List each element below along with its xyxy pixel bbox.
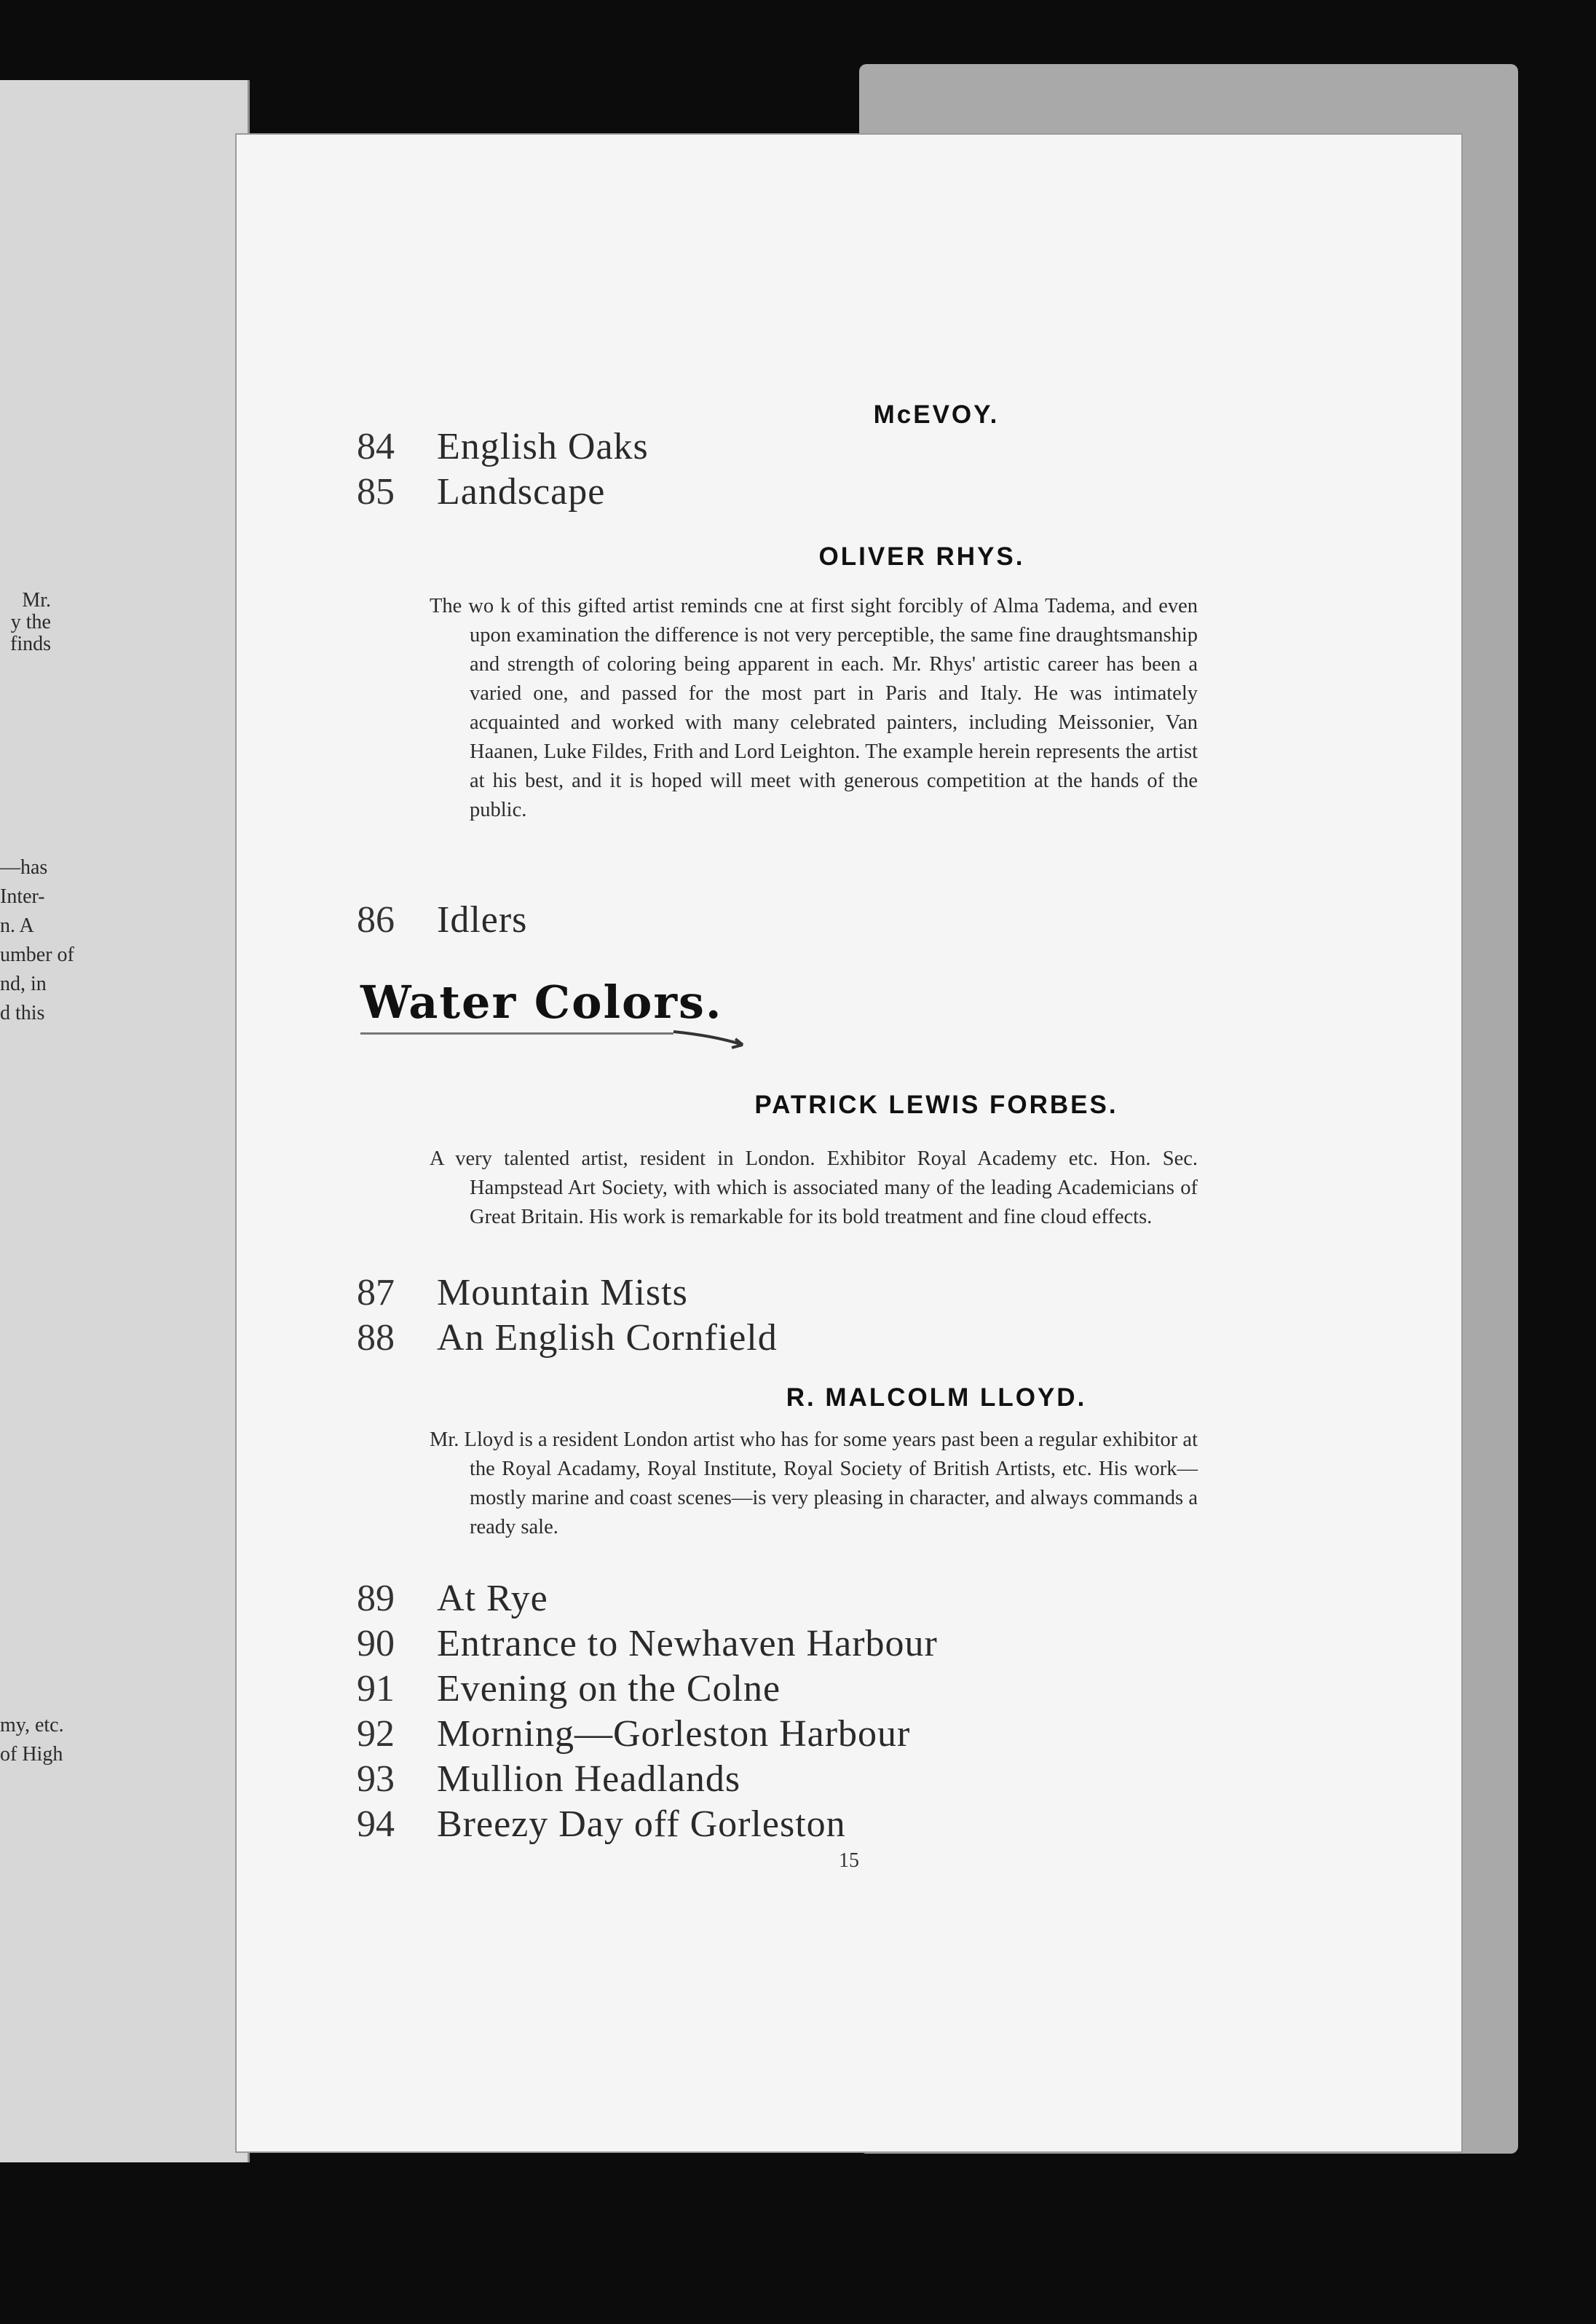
artist-heading-lloyd: R. MALCOLM LLOYD. bbox=[786, 1383, 1087, 1412]
item-number: 84 bbox=[357, 426, 395, 467]
artist-heading-rhys: OLIVER RHYS. bbox=[818, 542, 1025, 571]
item-title: Morning—Gorleston Harbour bbox=[437, 1713, 911, 1755]
artist-heading-forbes: PATRICK LEWIS FORBES. bbox=[754, 1091, 1118, 1119]
left-fragment: finds bbox=[10, 633, 51, 655]
item-title: Entrance to Newhaven Harbour bbox=[437, 1623, 938, 1664]
left-fragment: nd, in bbox=[0, 973, 47, 995]
left-fragment: of High bbox=[0, 1743, 63, 1766]
left-fragment: my, etc. bbox=[0, 1714, 64, 1736]
item-number: 94 bbox=[357, 1803, 395, 1845]
artist-description: The wo k of this gifted artist reminds cne at first sight forcibly of Alma Tadema, and even upon examination the difference is not very perceptible, the same fine draughtsmanship and strength of coloring being apparent in each. Mr. Rhys' artistic career has been a varied one, and passed for the most part in Paris and Italy. He was intimately acquainted and worked with many celebrated painters, including Meissonier, Van Haanen, Luke Fildes, Frith and Lord Leighton. The example herein represents the artist at his best, and it is hoped will meet with generous competition at the hands of the public. bbox=[430, 595, 1198, 821]
item-title: Mountain Mists bbox=[437, 1272, 688, 1313]
item-title: At Rye bbox=[437, 1578, 548, 1619]
item-number: 89 bbox=[357, 1578, 395, 1619]
left-fragment: d this bbox=[0, 1002, 45, 1024]
item-number: 88 bbox=[357, 1317, 395, 1359]
left-fragment: —has bbox=[0, 856, 48, 879]
item-number: 87 bbox=[357, 1272, 395, 1313]
item-number: 91 bbox=[357, 1668, 395, 1710]
item-title: An English Cornfield bbox=[437, 1317, 778, 1359]
artist-description: A very talented artist, resident in London. Exhibitor Royal Academy etc. Hon. Sec. Hampstead Art Society, with which is associated many of the leading Academicians of Great Britain. His work is remarkable for its bold treatment and fine cloud effects. bbox=[430, 1147, 1198, 1228]
section-rule bbox=[360, 1032, 673, 1035]
item-number: 86 bbox=[357, 899, 395, 941]
item-number: 93 bbox=[357, 1758, 395, 1800]
left-fragment: n. A bbox=[0, 914, 34, 937]
left-fragment: y the bbox=[10, 611, 51, 633]
flourish-icon bbox=[673, 1023, 754, 1052]
item-title: Idlers bbox=[437, 899, 528, 941]
item-number: 90 bbox=[357, 1623, 395, 1664]
artist-description: Mr. Lloyd is a resident London artist who has for some years past been a regular exhibitor at the Royal Acadamy, Royal Institute, Royal Society of British Artists, etc. His work—mostly marine and coast scenes—is very pleasing in character, and always commands a ready sale. bbox=[430, 1428, 1198, 1538]
item-title: Breezy Day off Gorleston bbox=[437, 1803, 846, 1845]
left-fragment: Mr. bbox=[22, 589, 51, 612]
item-title: Mullion Headlands bbox=[437, 1758, 741, 1800]
item-number: 92 bbox=[357, 1713, 395, 1755]
left-page bbox=[0, 80, 250, 2162]
artist-heading-mcevoy: McEVOY. bbox=[873, 400, 1000, 429]
left-fragment: umber of bbox=[0, 944, 74, 966]
item-number: 85 bbox=[357, 471, 395, 513]
item-title: Evening on the Colne bbox=[437, 1668, 781, 1710]
catalogue-page bbox=[237, 135, 1461, 2151]
section-title: Water Colors. bbox=[360, 976, 723, 1029]
page-number: 15 bbox=[839, 1849, 859, 1872]
item-title: Landscape bbox=[437, 471, 606, 513]
item-title: English Oaks bbox=[437, 426, 649, 467]
left-fragment: Inter- bbox=[0, 885, 45, 908]
